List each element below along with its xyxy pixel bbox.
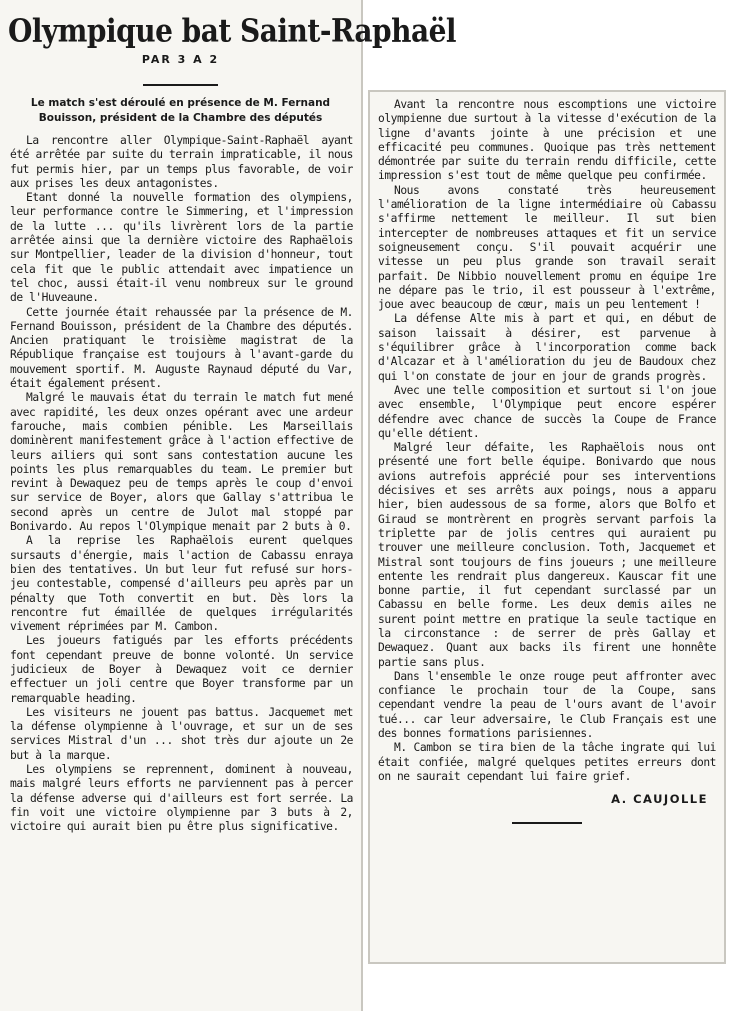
paragraph: La rencontre aller Olympique-Saint-Raphaël ayant été arrêtée par suite du terrain impraticable, il nous fut permis hier, par un temps plus favorable, de voir aux prises les deux antagonistes. [10,134,353,190]
paragraph: Cette journée était rehaussée par la présence de M. Fernand Bouisson, président de la Chambre des députés. Ancien pratiquant le troisième magistrat de la République française est toujours à l'avant-garde du mouvement sportif. M. Auguste Raynaud député du Var, était également présent. [10,305,353,391]
author-signature: A. CAUJOLLE [611,792,708,807]
article-end-divider [512,822,582,824]
paragraph: Avec une telle composition et surtout si l'on joue avec ensemble, l'Olympique peut encore espérer défendre avec chance de succès la Coupe de France qu'elle détient. [378,383,716,440]
paragraph: Dans l'ensemble le onze rouge peut affronter avec confiance le prochain tour de la Coupe, sans cependant vendre la peau de l'ours avant de l'avoir tué... car leur adversaire, le Club Français est une des bonnes formations parisiennes. [378,669,716,741]
right-column-body [370,92,724,784]
paragraph: La défense Alte mis à part et qui, en début de saison laissait à désirer, est parvenue à s'équilibrer grâce à l'incorporation comme back d'Alcazar et à l'amélioration du jeu de Baudoux chez qui l'on constate de jour en jour de grands progrès. [378,312,716,383]
article-headline: Olympique bat Saint-Raphaël [8,11,457,50]
paragraph: Malgré le mauvais état du terrain le match fut mené avec rapidité, les deux onzes opérant avec une ardeur farouche, mais combien pénible. Les Marseillais dominèrent manifestement grâce à l'action effective de leurs ailiers qui sont sans contestation aucune les points les plus remarquables du team. Le premier but revint à Dewaquez peu de temps après le coup d'envoi sur service de Boyer, alors que Gallay s'attribua le second après un centre de Julot mal stoppé par Bonivardo. Au repos l'Olympique menait par 2 buts à 0. [10,391,353,534]
paragraph: Les joueurs fatigués par les efforts précédents font cependant preuve de bonne volonté. Un service judicieux de Boyer à Dewaquez voit ce dernier effectuer un joli centre que Boyer transforme par un remarquable heading. [10,634,353,705]
article-column-right [368,90,726,964]
article-subheadline: Le match s'est déroulé en présence de M. Fernand Bouisson, président de la Chambre des députés [30,97,331,124]
paragraph: Avant la rencontre nous escomptions une victoire olympienne due surtout à la vitesse d'exécution de la ligne d'avants jointe à une précision et une efficacité peu communes. Quoique pas très nettement démontrée par suite du terrain rendu difficile, cette impression s'est tout de même quelque peu confirmée. [378,98,716,183]
score-line: PAR 3 A 2 [141,53,220,66]
headline-divider [143,84,218,86]
paragraph: Etant donné la nouvelle formation des olympiens, leur performance contre le Simmering, et l'impression de la lutte ... qu'ils livrèrent lors de la partie arrêtée ainsi que la dernière victoire des Raphaëlois sur Montpellier, leader de la division d'honneur, tout cela fit que le public attendait avec impatience un tel choc, aussi était-il venu nombreux sur le ground de l'Huveaune. [10,191,353,305]
paragraph: Les olympiens se reprennent, dominent à nouveau, mais malgré leurs efforts ne parviennent pas à percer la défense adverse qui d'ailleurs est fort serrée. La fin voit une victoire olympienne par 3 buts à 2, victoire qui aurait bien pu être plus significative. [10,763,353,834]
paragraph: Nous avons constaté très heureusement l'amélioration de la ligne intermédiaire où Cabassu s'affirme nettement le meilleur. Il sut bien intercepter de nombreuses attaques et fit un service soigneusement conçu. S'il pouvait acquérir une vitesse un peu plus grande son travail serait parfait. De Nibbio nouvellement promu en équipe 1re ne dépare pas le trio, il est pousseur à l'extrême, joue avec beaucoup de cœur, mais un peu lentement ! [378,183,716,312]
paragraph: M. Cambon se tira bien de la tâche ingrate qui lui était confiée, malgré quelques petites erreurs dont on ne saurait cependant lui faire grief. [378,741,716,783]
paragraph: A la reprise les Raphaëlois eurent quelques sursauts d'énergie, mais l'action de Cabassu enraya bien des tentatives. Un but leur fut refusé sur hors-jeu contestable, compensé d'ailleurs peu après par un pénalty que Toth convertit en but. Dès lors la rencontre fut émaillée de quelques irrégularités vivement réprimées par M. Cambon. [10,534,353,634]
paragraph: Malgré leur défaite, les Raphaëlois nous ont présenté une fort belle équipe. Bonivardo que nous avions autrefois apprécié pour ses interventions décisives et ses arrêts aux poings, nous a apparu hier, bien audessous de sa forme, alors que Bolfo et Giraud se montrèrent en progrès servant parfois la triplette par de jolis centres qui auraient pu trouver une meilleure conclusion. Toth, Jacquemet et Mistral sont toujours de fins joueurs ; une meilleure entente les rendrait plus dangereux. Kauscar fit une bonne partie, il fut cependant surclassé par un Cabassu en belle forme. Les deux demis ailes ne surent point mettre en pratique la seule tactique en la circonstance : de serrer de près Gallay et Dewaquez. Quant aux backs ils firent une honnête partie sans plus. [378,441,716,669]
left-column-body [0,134,361,835]
paragraph: Les visiteurs ne jouent pas battus. Jacquemet met la défense olympienne à l'ouvrage, et sur un de ses services Mistral d'un ... shot très dur ajoute un 2e but à la marque. [10,705,353,762]
